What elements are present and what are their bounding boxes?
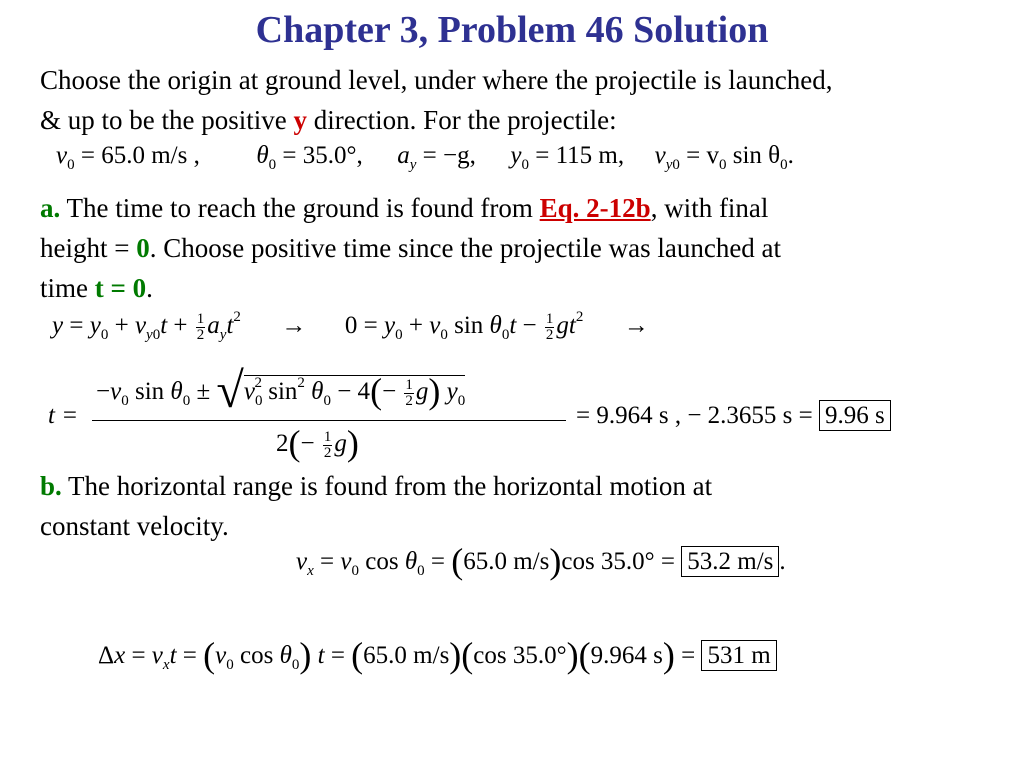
part-a-text: . Choose positive time since the projectile was launched at — [149, 233, 782, 263]
answer-time-box: 9.96 s — [819, 400, 891, 431]
t-variable: t = — [48, 402, 79, 429]
t-equals-zero: t = 0 — [94, 273, 147, 303]
part-a-label: a. — [40, 193, 61, 223]
intro-line-1: Choose the origin at ground level, under where the projectile is launched, — [40, 65, 833, 95]
eq-2-12b-link[interactable]: Eq. 2-12b — [539, 193, 651, 223]
y0-value: = 115 m, — [535, 142, 625, 169]
period: . — [787, 142, 794, 169]
answer-range-box: 531 m — [701, 640, 776, 671]
time-results — [576, 402, 891, 430]
quadratic-numerator: $-v_0$ $\sin \theta_0 \pm √v_0^2$ $\sin^2 \theta_0 - 4(-$ $\frac{1}{2}$ g) $y_0$ — [96, 362, 466, 418]
range-equation: $\Delta x = v_xt = (v_0$ $\cos \theta_0$) t = (65.0 m/s)(cos 35.0°)(9.964 s) = 531 m — [98, 640, 777, 670]
arrow-symbol: → — [281, 312, 307, 340]
page-title: Chapter 3, Problem 46 Solution — [255, 9, 769, 51]
answer-vx-box: 53.2 m/s — [681, 546, 779, 577]
intro-text: direction. For the projectile: — [306, 105, 617, 135]
kinematic-equation: $y = y_0 + v_{y0}t$ + $\frac{1}{2}$ $a_yt^2 \to 0 = y_0 + v_0$ $\sin \theta_0t$ − $\frac{1}{2}$ $gt^2$ → — [52, 309, 649, 344]
intro-line-2 — [40, 100, 833, 140]
part-b-paragraph — [40, 466, 712, 546]
part-a-text: time — [40, 273, 95, 303]
part-b-text: The horizontal range is found from the horizontal motion at — [61, 471, 713, 501]
arrow-symbol: → — [623, 312, 649, 340]
part-a-text: height = — [40, 233, 137, 263]
vy0-sin: sin θ — [726, 142, 781, 169]
v0-value: = 65.0 m/s , — [80, 142, 200, 169]
quadratic-denominator: 2(− $\frac{1}{2}$ g) — [276, 423, 359, 463]
part-b-label: b. — [40, 471, 62, 501]
part-a-paragraph — [40, 188, 781, 308]
time-roots: = 9.964 s , − 2.3655 s = — [576, 402, 813, 429]
sqrt-symbol: √ — [216, 362, 244, 418]
vx-equation: $v_x = v_0$ $\cos \theta_0 = (65.0$ m/s)cos 35.0° = 53.2 m/s . — [296, 541, 786, 581]
intro-paragraph — [40, 60, 833, 140]
ay-value: = −g, — [422, 142, 476, 169]
given-values: $v_0 = 65.0$ m/s , $\theta_0 = 35.0^\circ$, $a_y = -g$, $y_0 = 115$ m, $v_{y0} = v_0$ $\sin \theta_0$. — [56, 142, 794, 173]
part-a-text: . — [146, 273, 153, 303]
part-a-text: , with final — [650, 193, 769, 223]
theta0-value: = 35.0°, — [282, 142, 363, 169]
intro-text: & up to be the positive — [40, 105, 294, 135]
part-a-text: The time to reach the ground is found from — [60, 193, 540, 223]
vy0-eq: = v — [686, 142, 719, 169]
final-height-zero: 0 — [136, 233, 150, 263]
part-b-text: constant velocity. — [40, 511, 229, 541]
y-direction-label: y — [293, 105, 307, 135]
fraction-bar — [92, 420, 566, 421]
